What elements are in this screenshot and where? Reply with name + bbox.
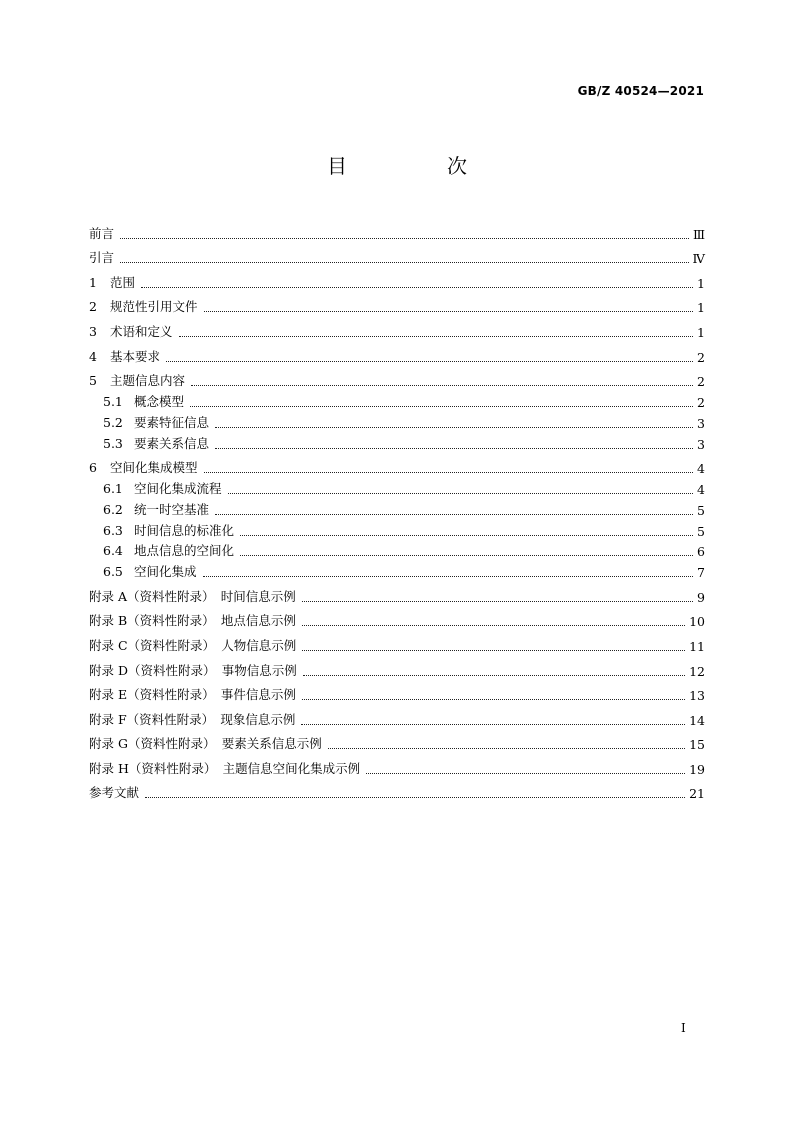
dot-leader: [166, 361, 693, 362]
toc-entry[interactable]: [89, 315, 705, 340]
toc-entry-page: 13: [689, 688, 705, 704]
toc-entry-text: 附录 E（资料性附录） 事件信息示例: [89, 687, 296, 703]
toc-entry-page: 11: [689, 638, 705, 654]
toc-entry-page: 4: [697, 481, 705, 497]
toc-entry-page: Ⅳ: [692, 251, 705, 267]
toc-entry-text: 主题信息内容: [110, 373, 186, 389]
page-number: I: [681, 1021, 686, 1035]
toc-entry[interactable]: [89, 431, 705, 452]
toc-entry-label: [89, 587, 296, 605]
toc-entry-page: 6: [697, 544, 705, 560]
toc-entry[interactable]: [89, 777, 705, 802]
toc-entry-page: 9: [697, 589, 705, 605]
toc-entry-number: 3: [89, 323, 97, 339]
toc-entry-text: 地点信息的空间化: [134, 543, 235, 559]
toc-entry-page: 12: [689, 663, 705, 679]
toc-entry[interactable]: [89, 340, 705, 365]
dot-leader: [302, 650, 685, 651]
toc-entry-text: 范围: [110, 274, 136, 290]
toc-entry-number: 5.3: [103, 435, 123, 451]
toc-entry-text: 附录 A（资料性附录） 时间信息示例: [89, 588, 296, 604]
toc-entry[interactable]: [89, 703, 705, 728]
toc-entry-label: [103, 541, 234, 559]
dot-leader: [328, 748, 685, 749]
dot-leader: [215, 514, 693, 515]
toc-entry-label: [89, 636, 296, 654]
toc-entry-text: 概念模型: [134, 393, 185, 409]
toc-entry[interactable]: [89, 518, 705, 539]
toc-entry-text: 前言: [89, 225, 115, 241]
toc-entry-label: [103, 434, 209, 452]
dot-leader: [301, 724, 685, 725]
page-title: 目 次: [327, 154, 507, 178]
toc-entry[interactable]: [89, 539, 705, 560]
toc-entry-text: 附录 C（资料性附录） 人物信息示例: [89, 637, 297, 653]
dot-leader: [228, 493, 693, 494]
standard-code: GB/Z 40524—2021: [577, 84, 704, 98]
toc-entry-text: 附录 D（资料性附录） 事物信息示例: [89, 662, 297, 678]
toc-entry-page: 5: [697, 523, 705, 539]
toc-entry-number: 6.2: [103, 501, 123, 517]
toc-entry[interactable]: [89, 654, 705, 679]
toc-entry-number: 6: [89, 460, 97, 476]
toc-entry[interactable]: [89, 452, 705, 477]
toc-entry-label: [89, 322, 173, 340]
toc-entry-label: [89, 224, 114, 242]
toc-entry-number: 5.2: [103, 414, 123, 430]
toc-entry-label: [89, 458, 198, 476]
toc-entry-page: 1: [697, 324, 705, 340]
toc-entry-text: 要素关系信息: [134, 435, 210, 451]
toc-entry[interactable]: [89, 580, 705, 605]
dot-leader: [366, 773, 685, 774]
toc-entry-text: 参考文献: [89, 785, 140, 801]
dot-leader: [302, 601, 693, 602]
toc-entry-label: [89, 759, 360, 777]
toc-entry-label: [103, 479, 222, 497]
toc-entry-number: 4: [89, 348, 97, 364]
toc-entry-text: 附录 H（资料性附录） 主题信息空间化集成示例: [89, 760, 361, 776]
toc-entry-page: 7: [697, 565, 705, 581]
toc-entry-text: 附录 B（资料性附录） 地点信息示例: [89, 613, 296, 629]
toc-entry-page: 15: [689, 737, 705, 753]
toc-entry-text: 空间化集成: [134, 564, 197, 580]
toc-entry-page: 19: [689, 761, 705, 777]
toc-entry-text: 时间信息的标准化: [134, 522, 235, 538]
toc-entry-number: 6.5: [103, 564, 123, 580]
toc-entry-label: [89, 710, 295, 728]
toc-entry-label: [89, 273, 135, 291]
toc-entry-label: [89, 661, 297, 679]
toc-entry-label: [89, 783, 139, 801]
toc-entry-number: 2: [89, 299, 97, 315]
toc-entry[interactable]: [89, 291, 705, 316]
toc-entry-text: 统一时空基准: [134, 501, 210, 517]
dot-leader: [120, 238, 689, 239]
toc-entry-label: [89, 685, 296, 703]
dot-leader: [240, 555, 693, 556]
toc-entry[interactable]: [89, 410, 705, 431]
toc-entry-page: 4: [697, 461, 705, 477]
toc-entry[interactable]: [89, 728, 705, 753]
toc-entry-label: [89, 347, 160, 365]
dot-leader: [191, 385, 693, 386]
dot-leader: [190, 406, 693, 407]
toc-entry-label: [103, 413, 209, 431]
dot-leader: [179, 336, 693, 337]
toc-entry[interactable]: [89, 389, 705, 410]
toc-entry-number: 5.1: [103, 393, 123, 409]
table-of-contents: [89, 217, 705, 801]
toc-entry-label: [89, 371, 185, 389]
toc-entry-label: [89, 734, 322, 752]
toc-entry-number: 1: [89, 274, 97, 290]
dot-leader: [302, 625, 685, 626]
dot-leader: [203, 576, 693, 577]
toc-entry-number: 6.3: [103, 522, 123, 538]
toc-entry-label: [89, 248, 114, 266]
toc-entry-page: 2: [697, 374, 705, 390]
toc-entry-page: Ⅲ: [692, 226, 705, 242]
dot-leader: [215, 448, 693, 449]
toc-entry-number: 6.4: [103, 543, 123, 559]
toc-entry-page: 3: [697, 436, 705, 452]
toc-entry-page: 1: [697, 275, 705, 291]
toc-entry-label: [103, 521, 234, 539]
toc-entry-text: 基本要求: [110, 348, 161, 364]
toc-entry-page: 3: [697, 415, 705, 431]
toc-entry-text: 引言: [89, 250, 115, 266]
toc-entry-label: [89, 611, 296, 629]
toc-entry-text: 附录 F（资料性附录） 现象信息示例: [89, 711, 296, 727]
toc-entry[interactable]: [89, 605, 705, 630]
toc-entry[interactable]: [89, 679, 705, 704]
dot-leader: [120, 262, 688, 263]
toc-entry-page: 14: [689, 712, 705, 728]
dot-leader: [240, 535, 693, 536]
toc-entry-label: [103, 500, 209, 518]
toc-entry-text: 空间化集成流程: [134, 480, 222, 496]
toc-entry-page: 5: [697, 502, 705, 518]
toc-entry-page: 1: [697, 300, 705, 316]
toc-entry-text: 空间化集成模型: [110, 460, 198, 476]
toc-entry-page: 21: [689, 786, 705, 802]
toc-entry-number: 6.1: [103, 480, 123, 496]
toc-entry-number: 5: [89, 373, 97, 389]
dot-leader: [204, 311, 693, 312]
toc-entry-text: 要素特征信息: [134, 414, 210, 430]
toc-entry-label: [89, 297, 198, 315]
toc-entry-label: [103, 562, 197, 580]
toc-entry-page: 2: [697, 349, 705, 365]
toc-entry[interactable]: [89, 217, 705, 242]
toc-entry[interactable]: [89, 476, 705, 497]
toc-entry[interactable]: [89, 365, 705, 390]
dot-leader: [215, 427, 693, 428]
dot-leader: [145, 797, 685, 798]
toc-entry[interactable]: [89, 752, 705, 777]
toc-entry[interactable]: [89, 242, 705, 267]
toc-entry-label: [103, 392, 184, 410]
toc-entry-text: 附录 G（资料性附录） 要素关系信息示例: [89, 736, 322, 752]
dot-leader: [204, 472, 693, 473]
dot-leader: [302, 699, 685, 700]
toc-entry[interactable]: [89, 559, 705, 580]
dot-leader: [141, 287, 693, 288]
toc-entry-text: 规范性引用文件: [110, 299, 198, 315]
dot-leader: [303, 675, 685, 676]
toc-entry[interactable]: [89, 266, 705, 291]
toc-entry[interactable]: [89, 629, 705, 654]
toc-entry-text: 术语和定义: [110, 323, 173, 339]
toc-entry[interactable]: [89, 497, 705, 518]
toc-entry-page: 2: [697, 394, 705, 410]
toc-entry-page: 10: [689, 614, 705, 630]
